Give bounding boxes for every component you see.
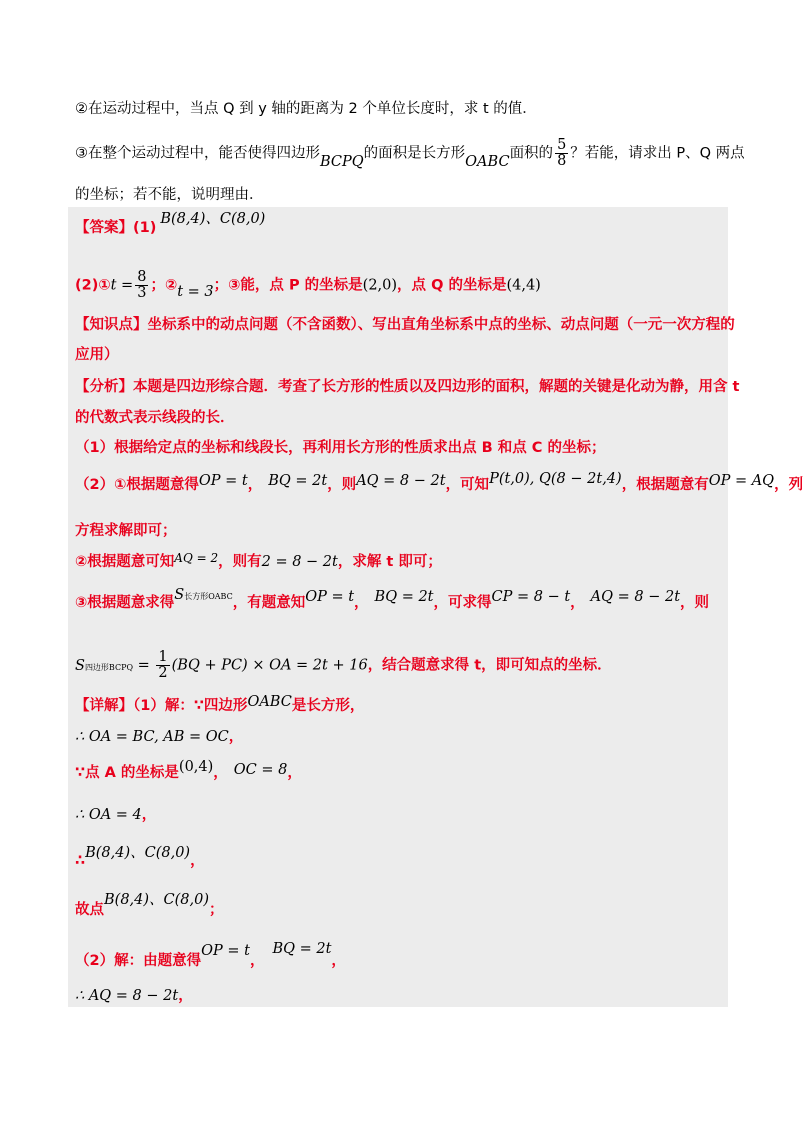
s3-eq: 2 = 8 − 2t <box>261 554 338 570</box>
analysis-step-5 <box>75 650 612 681</box>
detail-l5-math: B(8,4)、C(8,0) <box>85 845 191 861</box>
s2-text-a: （2）①根据题意得 <box>75 477 199 493</box>
detail-line-7 <box>75 941 346 969</box>
detail-l1-b: 是长方形， <box>291 698 365 714</box>
detail-line-6 <box>75 890 224 918</box>
s2-lie: ，列 <box>774 477 803 493</box>
detail-line-4 <box>75 805 156 825</box>
analysis-line-1: 【分析】本题是四边形综合题．考查了长方形的性质以及四边形的面积，解题的关键是化动为静，用含 t <box>75 379 740 395</box>
detail-line-2 <box>75 727 243 747</box>
s4-comma-2: ， <box>570 595 585 611</box>
s4-text-d: ，则 <box>680 595 710 611</box>
s4-text-b: ，有题意知 <box>232 595 306 611</box>
question-part-3-line2: 的坐标；若不能，说明理由． <box>75 187 264 203</box>
s4-comma-1: ， <box>354 595 369 611</box>
detail-l2-math: ∴ OA = BC, AB = OC <box>75 729 229 745</box>
detail-l3-coord: (0,4) <box>178 759 214 775</box>
detail-l3-comma-2: ， <box>287 765 302 781</box>
analysis-step-3 <box>75 552 442 572</box>
q3-text-d: ？若能，请求出 P、Q 两点 <box>570 145 745 162</box>
s5-text-b: ，结合题意求得 t，即可知点的坐标． <box>367 657 612 674</box>
question-part-3-line1 <box>75 138 745 169</box>
s5-expr: (BQ + PC) × OA = 2t + 16 <box>171 657 368 674</box>
answer-t3: t = 3 <box>177 283 214 300</box>
q3-bcpq: BCPQ <box>320 153 364 170</box>
knowledge-line-1: 【知识点】坐标系中的动点问题（不含函数）、写出直角坐标系中点的坐标、动点问题（一元一次方程的 <box>75 317 735 333</box>
s5-s: S四边形BCPQ <box>75 657 134 674</box>
detail-l5-a: ∴ <box>75 853 86 869</box>
detail-l8-math: ∴ AQ = 8 − 2t <box>75 988 179 1004</box>
detail-l2-end: ， <box>228 729 244 745</box>
detail-l4-math: ∴ OA = 4 <box>75 807 142 823</box>
detail-l7-comma-1: ， <box>249 953 265 969</box>
s2-then: ，则 <box>327 477 357 493</box>
knowledge-line-2: 应用） <box>75 347 119 363</box>
answer-line-2 <box>75 270 541 301</box>
detail-l5-comma: ， <box>190 853 205 869</box>
detail-l7-a: （2）解：由题意得 <box>75 953 202 969</box>
s2-eq: OP = AQ <box>708 473 775 489</box>
answer-p-coord: (2,0) <box>362 277 398 294</box>
q3-text-c: 面积的 <box>509 145 554 162</box>
s2-pq: P(t,0), Q(8 − 2t,4) <box>489 471 622 487</box>
s4-aq: AQ = 8 − 2t <box>590 589 681 605</box>
q3-oabc: OABC <box>465 153 510 170</box>
s2-bq: BQ = 2t <box>268 473 328 489</box>
s4-op: OP = t <box>305 589 355 605</box>
detail-line-1 <box>75 696 364 716</box>
s3-text-a: ②根据题意可知 <box>75 554 175 570</box>
analysis-step-1: （1）根据给定点的坐标和线段长，再利用长方形的性质求出点 B 和点 C 的坐标； <box>75 440 606 456</box>
analysis-line-2: 的代数式表示线段的长． <box>75 410 235 426</box>
answer-label: 【答案】 <box>75 220 133 236</box>
answer-line-1 <box>75 211 266 238</box>
s2-know: ，可知 <box>445 477 490 493</box>
detail-l8-comma: ， <box>178 988 193 1004</box>
s4-text-a: ③根据题意求得 <box>75 595 175 611</box>
analysis-step-2-cont: 方程求解即可； <box>75 523 177 539</box>
detail-l6-math: B(8,4)、C(8,0) <box>104 892 209 908</box>
answer-part1-math: B(8,4)、C(8,0) <box>160 211 266 227</box>
s2-comma-1: ， <box>247 477 263 493</box>
answer-part2-a: (2)① <box>75 277 111 294</box>
answer-q-coord: (4,4) <box>506 277 541 294</box>
detail-l3-a: ∵点 A 的坐标是 <box>75 765 179 781</box>
analysis-step-2 <box>75 471 803 495</box>
s5-half: $\frac{1}{2}$ <box>158 649 168 681</box>
q3-fraction: $\frac{5}{8}$ <box>557 137 567 169</box>
s2-have: ，根据题意有 <box>621 477 709 493</box>
s2-op: OP = t <box>198 473 248 489</box>
s4-bq: BQ = 2t <box>374 589 434 605</box>
answer-t-eq: t = <box>110 277 134 294</box>
detail-label: 【详解】 <box>75 698 133 714</box>
detail-l3-oc: OC = 8 <box>233 762 288 778</box>
q3-text-b: 的面积是长方形 <box>363 145 466 162</box>
answer-part2-d: ，点 Q 的坐标是 <box>397 277 507 294</box>
detail-l4-comma: ， <box>141 807 157 823</box>
s2-aq: AQ = 8 − 2t <box>356 473 446 489</box>
detail-l7-bq: BQ = 2t <box>272 941 332 957</box>
answer-part2-c: ；③能，点 P 的坐标是 <box>213 277 363 294</box>
detail-l1-oabc: OABC <box>247 694 292 710</box>
s3-text-b: ，则有 <box>218 554 262 570</box>
detail-l7-comma-2: ， <box>331 953 346 969</box>
s5-eq1: = <box>133 657 155 674</box>
detail-line-8 <box>75 986 193 1006</box>
detail-l1-a: （1）解：∵四边形 <box>133 698 248 714</box>
detail-l3-comma-1: ， <box>213 765 228 781</box>
s4-s: S长方形OABC <box>174 587 233 603</box>
s4-text-c: ，可求得 <box>433 595 492 611</box>
s4-cp: CP = 8 − t <box>491 589 571 605</box>
s3-text-c: ，求解 t 即可； <box>337 554 442 570</box>
s3-aq: AQ = 2 <box>174 551 219 565</box>
detail-line-3 <box>75 759 302 783</box>
answer-t-fraction: $\frac{8}{3}$ <box>137 269 147 301</box>
analysis-step-4 <box>75 587 710 615</box>
detail-l6-a: 故点 <box>75 902 104 918</box>
detail-line-5 <box>75 843 205 869</box>
detail-l7-op: OP = t <box>201 943 250 959</box>
answer-part2-b: ；② <box>150 277 178 294</box>
detail-l6-end: ； <box>209 902 224 918</box>
q3-text-a: ③在整个运动过程中，能否使得四边形 <box>75 145 320 162</box>
question-part-2: ②在运动过程中，当点 Q 到 y 轴的距离为 2 个单位长度时，求 t 的值． <box>75 101 537 117</box>
answer-part1-num: (1) <box>133 220 157 236</box>
